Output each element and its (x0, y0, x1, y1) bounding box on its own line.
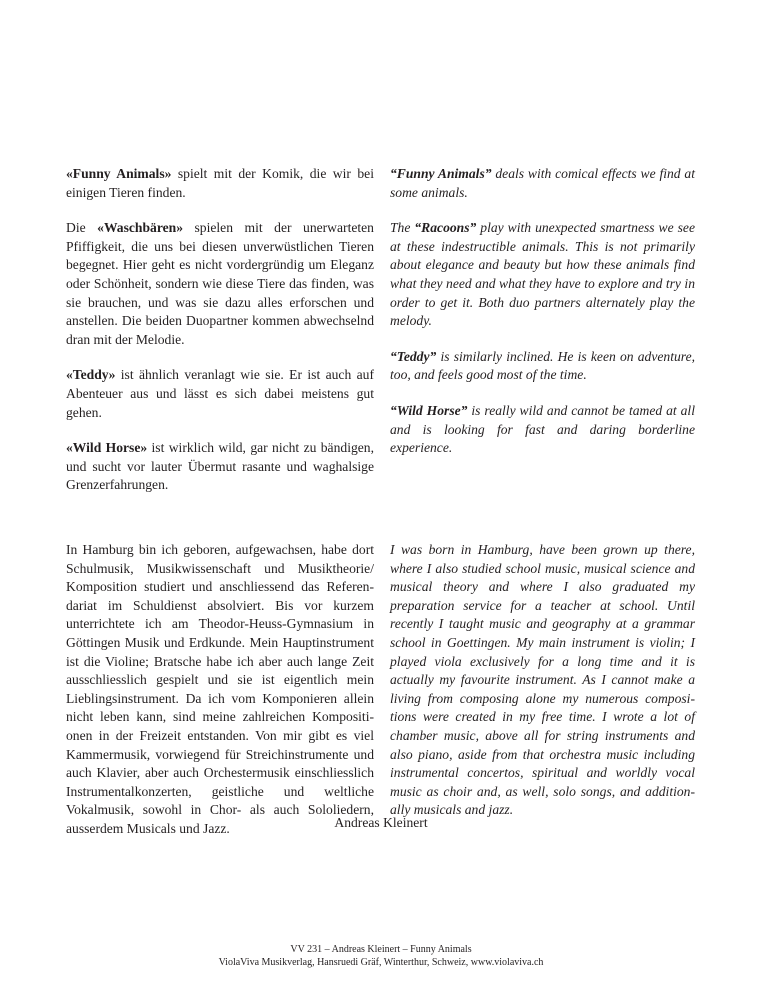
paragraph-text: play with unexpected smartness we see at these indestructible animals. This is not primarily about elegance and beauty but how these animals find what they need and what they have to explore and try in order to get it. Both duo partners alternately play the melody. (390, 220, 695, 329)
piece-title: «Teddy» (66, 367, 116, 383)
german-biography-column (66, 541, 374, 839)
paragraph-text: ist ähnlich veranlagt wie sie. Er ist auch auf Abenteuer aus und lässt es sich dabei meistens gut gehen. (66, 367, 374, 420)
paragraph-text: is similarly inclined. He is keen on adventure, too, and feels good most of the time. (390, 348, 695, 383)
piece-title: “Funny Animals” (390, 166, 492, 181)
paragraph-text: spielt mit der Komik, die wir bei einigen Tieren finden. (66, 166, 374, 200)
paragraph-text: deals with comical effects we find at some animals. (390, 166, 695, 200)
english-intro-paragraph-funny-animals (390, 165, 695, 202)
paragraph-text: spielen mit der unerwarteten Pfiffigkeit, die uns bei diesen unverwüstlichen Tieren begegnet. Hier geht es nicht vordergründig um Eleganz oder Schönheit, sondern wie diese Tiere das finden, was sie brauchen, und was sie dazu alles erforschen und anstellen. Die beiden Duopartner kommen abwechselnd dran mit der Melodie. (66, 220, 374, 347)
german-intro-paragraph-funny-animals (66, 165, 374, 202)
english-intro-column (390, 165, 695, 475)
german-intro-paragraph-wild-horse (66, 439, 374, 495)
piece-title: “Teddy” (390, 348, 437, 364)
english-intro-paragraph-wild-horse (390, 402, 695, 458)
english-biography: I was born in Hamburg, have been grown up there, where I also studied school music, musical science and musical theory and where I also graduated my preparation service for a teacher at school. Until recently I taught music and geography at a grammar school in Goettingen. My main instrument is violin; I played viola exclusively for a long time and it is actually my favourite instrument. As I cannot make a living from composing alone my numerous compositions were created in my free time. I wrote a lot of chamber music, above all for string instruments and also piano, aside from that orchestra music including instrumental concertos, spiritual and worldly vocal music as choir and, as well, solo songs, and additionally musicals and jazz. (390, 542, 695, 818)
piece-title: “Racoons” (414, 220, 477, 236)
piece-title: «Waschbären» (97, 220, 183, 236)
paragraph-text: ist wirklich wild, gar nicht zu bändigen, und sucht vor lauter Übermut rasante und waghalsige Grenzerfahrungen. (66, 440, 374, 493)
piece-title: «Wild Horse» (66, 440, 148, 456)
page-footer (0, 944, 762, 969)
author-signature: Andreas Kleinert (334, 815, 428, 830)
paragraph-text: is really wild and cannot be tamed at all and is looking for fast and daring borderline experience. (390, 402, 695, 456)
german-biography: In Hamburg bin ich geboren, aufgewachsen, habe dort Schulmusik, Musikwissenschaft und Musiktheorie/​Komposition studiert und anschliessend das Referendariat im Schuldienst absolviert. Bis vor kurzem unterrichtete ich am Theodor-Heuss-Gymnasium in Göttingen Musik und Erdkunde. Mein Hauptinstrument ist die Violine; Bratsche habe ich aber auch lange Zeit ausschliesslich gespielt und sie ist eigentlich mein Lieblingsinstrument. Da ich vom Komponieren allein nicht leben kann, sind meine zahlreichen Kompositionen in der Freizeit entstanden. Von mir gibt es viel Kammermusik, vorwiegend für Streichinstrumente und auch Klavier, aber auch Orchestermusik einschliesslich Instrumentalkonzerten, geistliche und weltliche Vokalmusik, sowohl in Chor- als auch Sololiedern, ausserdem Musicals und Jazz. (66, 542, 374, 836)
german-intro-column (66, 165, 374, 512)
paragraph-prefix: The (390, 220, 415, 236)
german-intro-paragraph-waschbaeren (66, 219, 374, 349)
paragraph-prefix: Die (66, 220, 98, 236)
english-intro-paragraph-racoons (390, 219, 695, 331)
footer-edition-line: VV 231 – Andreas Kleinert – Funny Animals (290, 944, 472, 955)
german-intro-paragraph-teddy (66, 366, 374, 422)
piece-title: «Funny Animals» (66, 166, 172, 181)
english-intro-paragraph-teddy (390, 348, 695, 385)
piece-title: “Wild Horse” (390, 402, 468, 418)
english-biography-column (390, 541, 695, 820)
footer-publisher-line: ViolaViva Musikverlag, Hansruedi Gräf, Winterthur, Schweiz, www.violaviva.ch (218, 956, 544, 968)
